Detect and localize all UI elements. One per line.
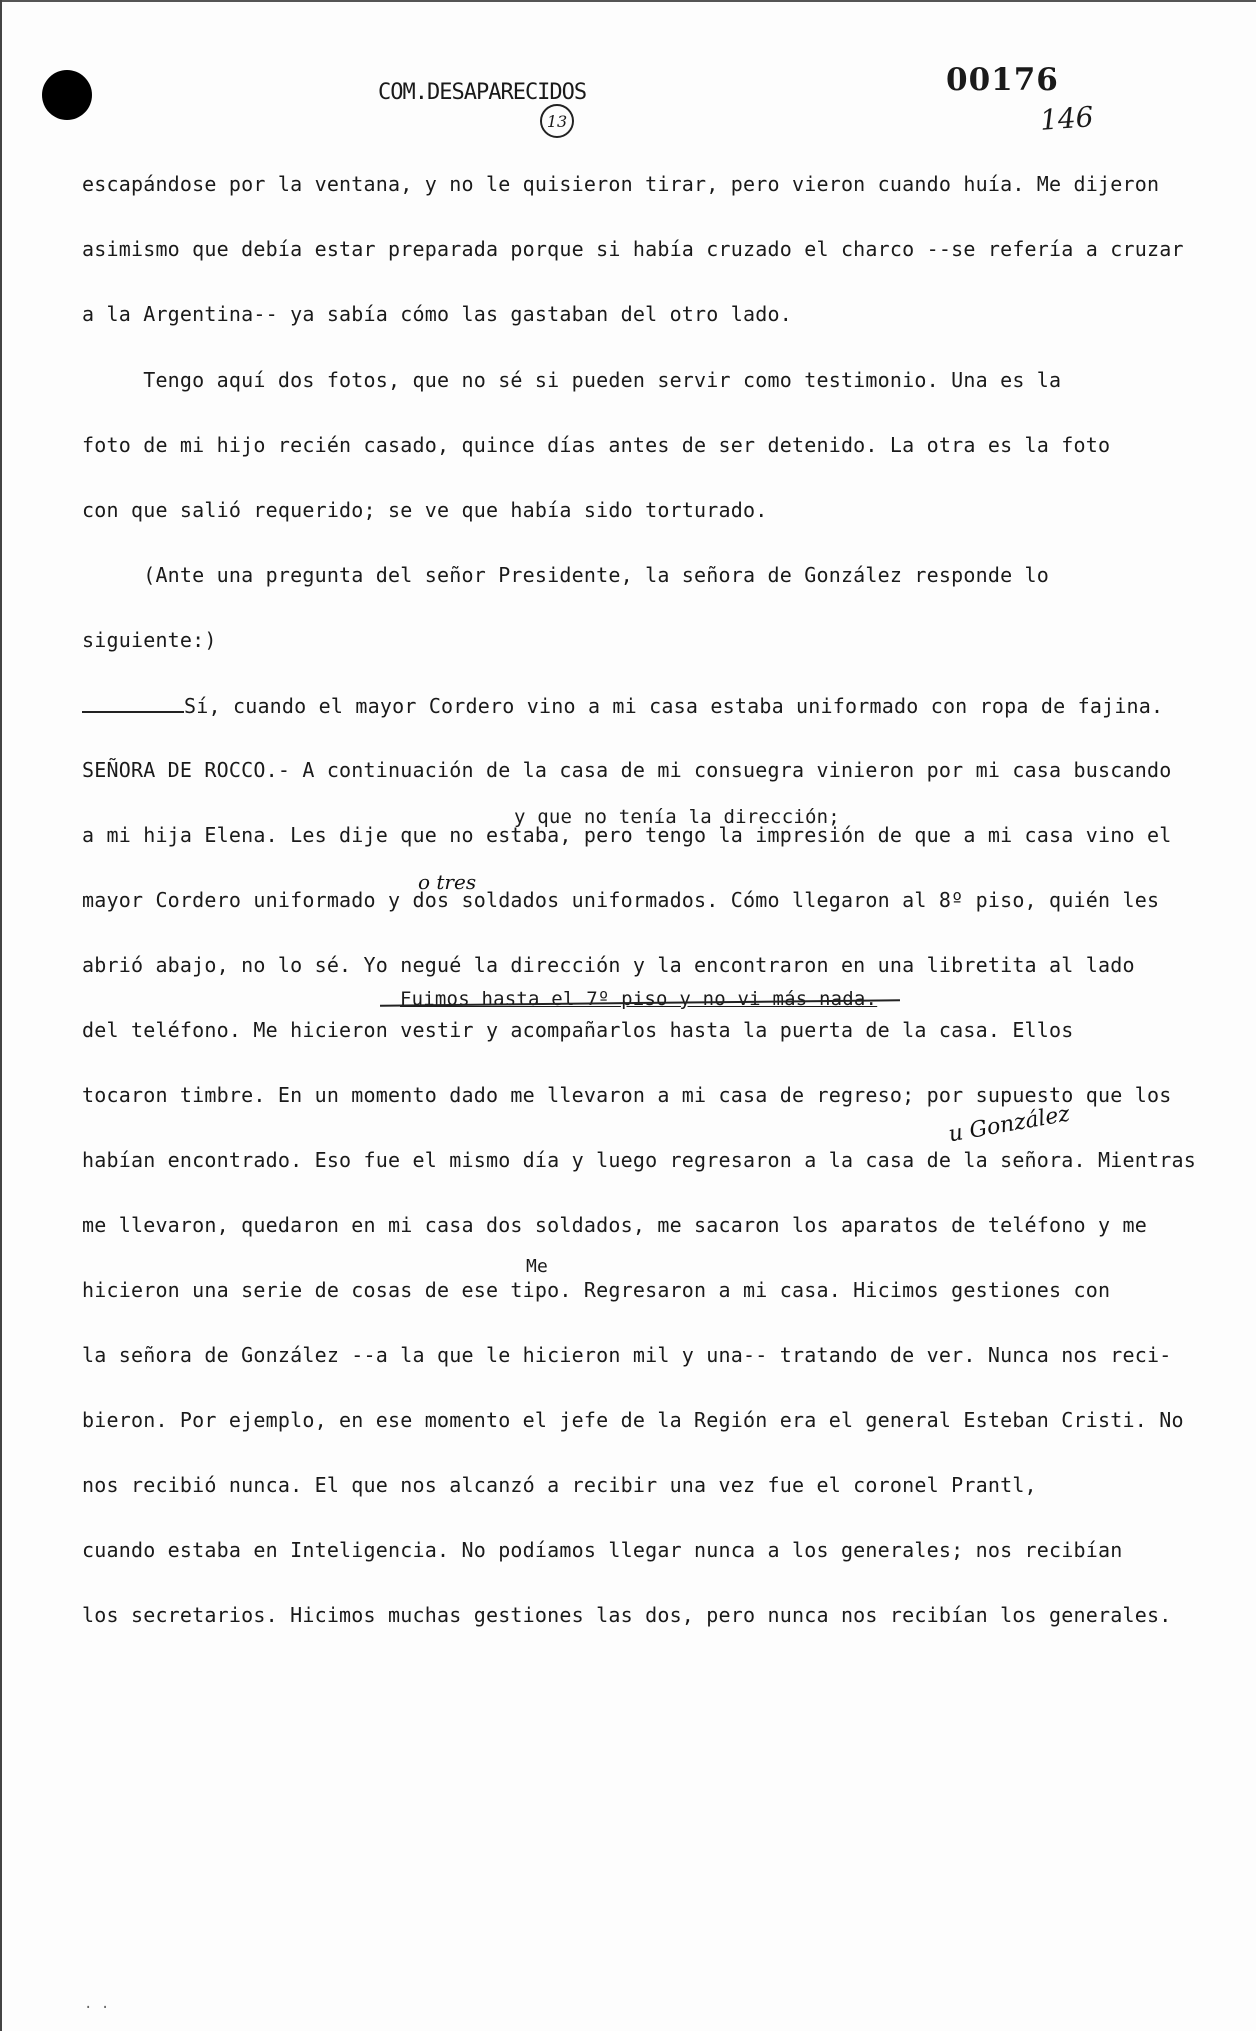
body-line: (Ante una pregunta del señor Presidente, la señora de González responde lo bbox=[82, 563, 1050, 587]
body-line: habían encontrado. Eso fue el mismo día y luego regresaron a la casa de la señora. Mientras bbox=[82, 1148, 1196, 1172]
body-line: tocaron timbre. En un momento dado me llevaron a mi casa de regreso; por supuesto que los bbox=[82, 1083, 1172, 1107]
body-line: me llevaron, quedaron en mi casa dos soldados, me sacaron los aparatos de teléfono y me bbox=[82, 1213, 1147, 1237]
body-line: mayor Cordero uniformado y dos soldados uniformados. Cómo llegaron al 8º piso, quién les bbox=[82, 888, 1160, 912]
handwritten-signature-note: u González bbox=[946, 1101, 1072, 1148]
body-line: Tengo aquí dos fotos, que no sé si pueden servir como testimonio. Una es la bbox=[82, 368, 1062, 392]
body-line: nos recibió nunca. El que nos alcanzó a recibir una vez fue el coronel Prantl, bbox=[82, 1473, 1037, 1497]
page-top-border bbox=[0, 0, 1256, 2]
body-line: siguiente:) bbox=[82, 628, 217, 652]
body-line: escapándose por la ventana, y no le quisieron tirar, pero vieron cuando huía. Me dijeron bbox=[82, 172, 1160, 196]
stamp-number: 13 bbox=[540, 104, 574, 138]
page-specks: · · bbox=[84, 2000, 110, 2016]
header-title: COM.DESAPARECIDOS bbox=[378, 80, 587, 105]
body-line: con que salió requerido; se ve que había sido torturado. bbox=[82, 498, 768, 522]
page-left-border bbox=[0, 0, 2, 2031]
document-number: 00176 bbox=[946, 62, 1059, 98]
punch-hole-icon bbox=[42, 70, 92, 120]
body-line: asimismo que debía estar preparada porque si había cruzado el charco --se refería a cruzar bbox=[82, 237, 1184, 261]
body-line: la señora de González --a la que le hicieron mil y una-- tratando de ver. Nunca nos reci- bbox=[82, 1343, 1172, 1367]
body-line: a mi hija Elena. Les dije que no estaba, pero tengo la impresión de que a mi casa vino el bbox=[82, 823, 1172, 847]
insertion-fuimos: Fuimos hasta el 7º piso y no vi más nada. bbox=[400, 988, 878, 1010]
insertion-elena: y que no tenía la dirección; bbox=[514, 806, 840, 828]
body-line: foto de mi hijo recién casado, quince días antes de ser detenido. La otra es la foto bbox=[82, 433, 1111, 457]
body-line: a la Argentina-- ya sabía cómo las gastaban del otro lado. bbox=[82, 302, 792, 326]
body-line: abrió abajo, no lo sé. Yo negué la dirección y la encontraron en una libretita al lado bbox=[82, 953, 1135, 977]
body-line: bieron. Por ejemplo, en ese momento el jefe de la Región era el general Esteban Cristi. No bbox=[82, 1408, 1184, 1432]
body-line: los secretarios. Hicimos muchas gestiones las dos, pero nunca nos recibían los generales. bbox=[82, 1603, 1172, 1627]
body-line: cuando estaba en Inteligencia. No podíamos llegar nunca a los generales; nos recibían bbox=[82, 1538, 1123, 1562]
insertion-me: Me bbox=[526, 1256, 549, 1277]
body-line-with-blank bbox=[82, 693, 1163, 718]
body-line: SEÑORA DE ROCCO.- A continuación de la casa de mi consuegra vinieron por mi casa buscando bbox=[82, 758, 1172, 782]
body-line-text: Sí, cuando el mayor Cordero vino a mi casa estaba uniformado con ropa de fajina. bbox=[184, 694, 1164, 718]
handwritten-page-number: 146 bbox=[1038, 100, 1095, 137]
body-line: del teléfono. Me hicieron vestir y acompañarlos hasta la puerta de la casa. Ellos bbox=[82, 1018, 1074, 1042]
body-line: hicieron una serie de cosas de ese tipo. Regresaron a mi casa. Hicimos gestiones con bbox=[82, 1278, 1111, 1302]
handwritten-tres-note: o tres bbox=[418, 870, 477, 894]
blank-underline bbox=[82, 693, 184, 713]
